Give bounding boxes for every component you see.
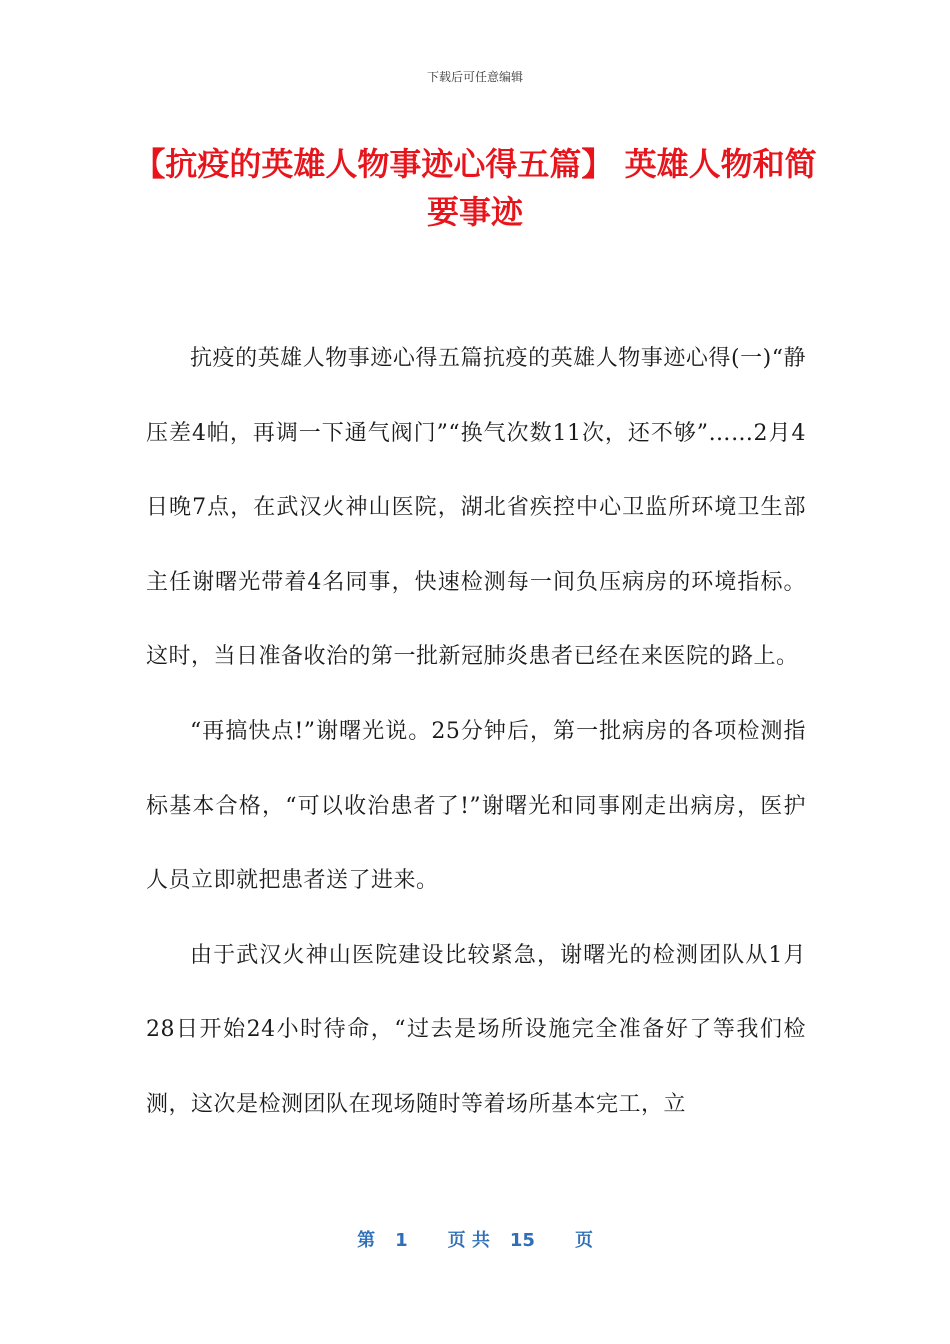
paragraph-1: 抗疫的英雄人物事迹心得五篇抗疫的英雄人物事迹心得(一)“静压差4帕，再调一下通气阀门”“换气次数11次，还不够”……2月4日晚7点，在武汉火神山医院，湖北省疾控中心卫监所环境卫生部主任谢曙光带着4名同事，快速检测每一间负压病房的环境指标。这时，当日准备收治的第一批新冠肺炎患者已经在来医院的路上。 [146, 346, 806, 670]
footer-middle: 页 共 [447, 1230, 490, 1251]
paragraph-2: “再搞快点!”谢曙光说。25分钟后，第一批病房的各项检测指标基本合格，“可以收治患者了!”谢曙光和同事刚走出病房，医护人员立即就把患者送了进来。 [146, 718, 806, 894]
paragraph-3: 由于武汉火神山医院建设比较紧急，谢曙光的检测团队从1月28日开始24小时待命，“过去是场所设施完全准备好了等我们检测，这次是检测团队在现场随时等着场所基本完工，立 [146, 942, 806, 1117]
footer-prefix: 第 [357, 1230, 376, 1251]
header-note: 下载后可任意编辑 [426, 70, 523, 84]
footer-page-number: 1 [395, 1230, 408, 1251]
document-body [146, 322, 806, 1143]
footer-suffix: 页 [574, 1230, 593, 1251]
document-title: 【抗疫的英雄人物事迹心得五篇】 英雄人物和简要事迹 [133, 145, 817, 231]
page-footer [0, 1226, 950, 1252]
footer-total-pages: 15 [509, 1230, 535, 1251]
